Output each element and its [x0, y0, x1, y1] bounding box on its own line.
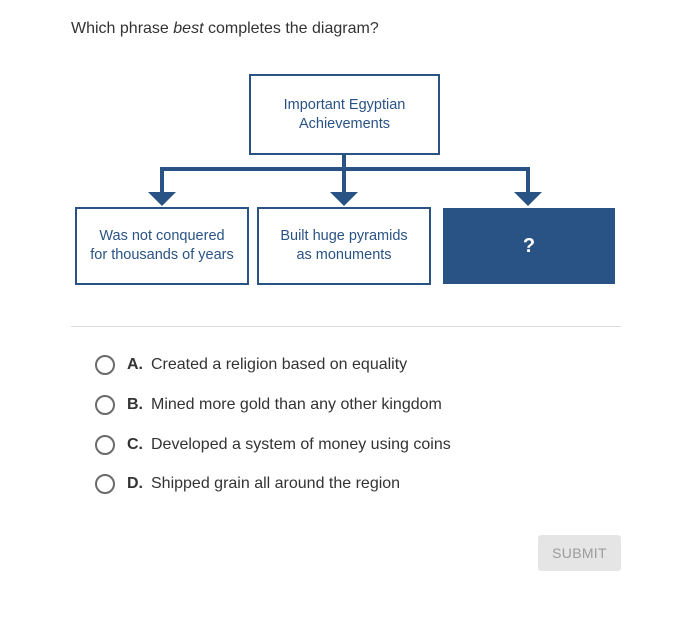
choice-d-text: Shipped grain all around the region — [151, 475, 401, 492]
left-box-line1: Was not conquered — [99, 228, 225, 244]
diagram-box-unknown — [443, 208, 615, 284]
radio-c[interactable] — [95, 435, 115, 455]
choice-c-letter: C. — [127, 436, 143, 453]
diagram-box-middle — [257, 207, 431, 285]
choice-a-letter: A. — [127, 356, 143, 373]
choice-b-letter: B. — [127, 396, 143, 413]
choice-a[interactable] — [95, 353, 407, 377]
section-divider — [71, 326, 621, 327]
left-stem — [160, 167, 164, 193]
left-arrowhead — [148, 192, 176, 206]
submit-button[interactable]: SUBMIT — [538, 535, 621, 571]
middle-stem — [342, 167, 346, 193]
right-stem — [526, 167, 530, 193]
middle-box-line2: as monuments — [296, 247, 392, 263]
question-suffix: completes the diagram? — [203, 20, 379, 37]
hierarchy-diagram — [0, 0, 696, 300]
left-box-line2: for thousands of years — [90, 247, 234, 263]
unknown-box-label: ? — [522, 234, 536, 257]
top-box-line1: Important Egyptian — [283, 96, 406, 113]
choice-d[interactable] — [95, 472, 400, 496]
question-emphasis: best — [173, 20, 204, 37]
choice-c-text: Developed a system of money using coins — [151, 436, 451, 453]
middle-arrowhead — [330, 192, 358, 206]
question-prefix: Which phrase — [71, 20, 174, 37]
choice-b-text: Mined more gold than any other kingdom — [151, 396, 442, 413]
middle-box-line1: Built huge pyramids — [280, 228, 408, 244]
choice-c[interactable] — [95, 433, 451, 457]
radio-a[interactable] — [95, 355, 115, 375]
diagram-top-box — [249, 74, 440, 155]
top-box-line2: Achievements — [298, 115, 391, 132]
diagram-box-left — [75, 207, 249, 285]
choice-a-text: Created a religion based on equality — [151, 356, 408, 373]
choice-b[interactable] — [95, 393, 442, 417]
right-arrowhead — [514, 192, 542, 206]
choice-d-letter: D. — [127, 475, 143, 492]
radio-b[interactable] — [95, 395, 115, 415]
radio-d[interactable] — [95, 474, 115, 494]
